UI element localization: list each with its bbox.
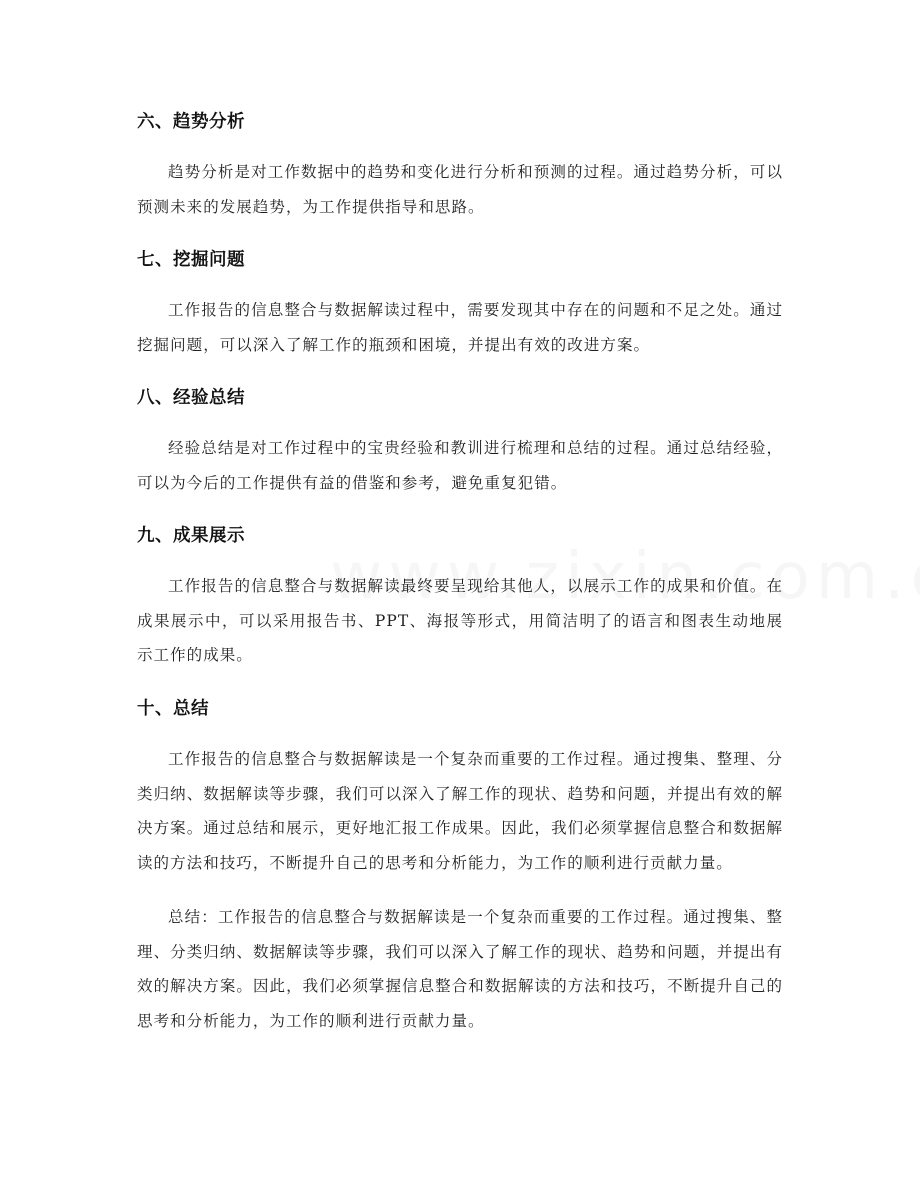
section-trend-analysis: [137, 110, 783, 224]
section-heading: 十、总结: [137, 699, 209, 719]
section-heading: 六、趋势分析: [137, 112, 245, 132]
section-heading: 七、挖掘问题: [137, 250, 245, 270]
section-paragraph: 工作报告的信息整合与数据解读是一个复杂而重要的工作过程。通过搜集、整理、分类归纳、数据解读等步骤，我们可以深入了解工作的现状、趋势和问题，并提出有效的解决方案。通过总结和展示，更好地汇报工作成果。因此，我们必须掌握信息整合和数据解读的方法和技巧，不断提升自己的思考和分析能力，为工作的顺利进行贡献力量。: [137, 750, 783, 872]
summary-paragraph: 总结：工作报告的信息整合与数据解读是一个复杂而重要的工作过程。通过搜集、整理、分类归纳、数据解读等步骤，我们可以深入了解工作的现状、趋势和问题，并提出有效的解决方案。因此，我们必须掌握信息整合和数据解读的方法和技巧，不断提升自己的思考和分析能力，为工作的顺利进行贡献力量。: [137, 908, 783, 1030]
section-paragraph: 经验总结是对工作过程中的宝贵经验和教训进行梳理和总结的过程。通过总结经验，可以为今后的工作提供有益的借鉴和参考，避免重复犯错。: [137, 439, 783, 492]
section-paragraph: 工作报告的信息整合与数据解读最终要呈现给其他人，以展示工作的成果和价值。在成果展示中，可以采用报告书、PPT、海报等形式，用简洁明了的语言和图表生动地展示工作的成果。: [137, 577, 783, 664]
section-experience-summary: [137, 386, 783, 500]
section-paragraph: 趋势分析是对工作数据中的趋势和变化进行分析和预测的过程。通过趋势分析，可以预测未来的发展趋势，为工作提供指导和思路。: [137, 163, 783, 216]
section-paragraph: 工作报告的信息整合与数据解读过程中，需要发现其中存在的问题和不足之处。通过挖掘问题，可以深入了解工作的瓶颈和困境，并提出有效的改进方案。: [137, 301, 783, 354]
section-dig-problems: [137, 248, 783, 362]
section-heading: 九、成果展示: [137, 526, 245, 546]
section-results-display: [137, 524, 783, 673]
section-conclusion: [137, 697, 783, 1038]
section-heading: 八、经验总结: [137, 388, 245, 408]
